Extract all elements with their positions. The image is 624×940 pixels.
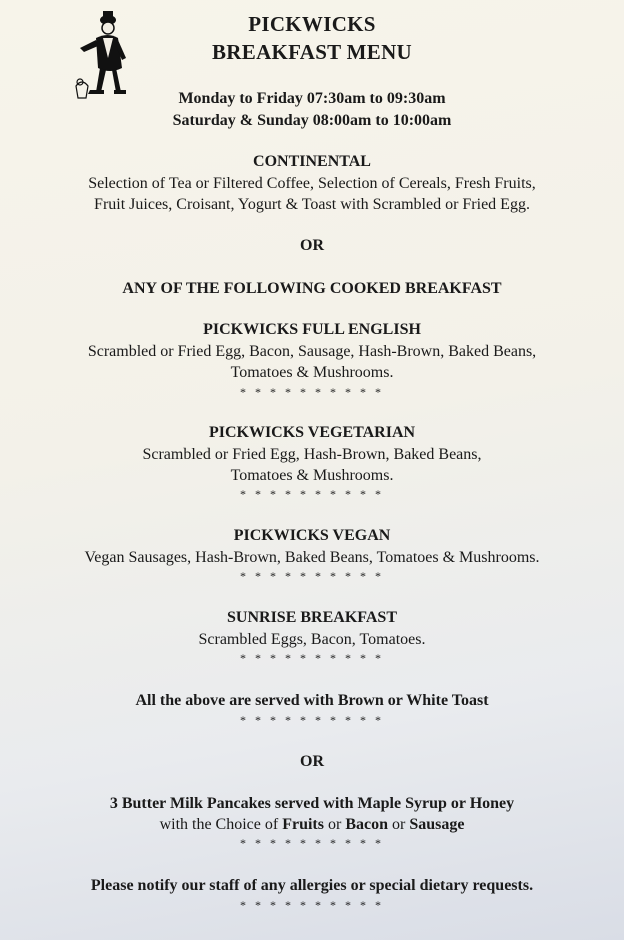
- separator-stars: * * * * * * * * * *: [240, 487, 384, 501]
- hours-weekend: Saturday & Sunday 08:00am to 10:00am: [172, 112, 452, 129]
- separator-stars: * * * * * * * * * *: [240, 713, 384, 727]
- section-vegetarian-line-1: Scrambled or Fried Egg, Hash-Brown, Baked Beans,: [142, 446, 482, 463]
- pancakes-choice-fruits: Fruits: [282, 816, 324, 833]
- section-vegan-heading: PICKWICKS VEGAN: [233, 527, 391, 544]
- separator-stars: * * * * * * * * * *: [240, 898, 384, 912]
- section-continental-heading: CONTINENTAL: [253, 153, 371, 170]
- hours-weekday: Monday to Friday 07:30am to 09:30am: [178, 90, 446, 107]
- section-vegan-line-1: Vegan Sausages, Hash-Brown, Baked Beans, Tomatoes & Mushrooms.: [84, 549, 540, 566]
- pancakes-choice-prefix: with the Choice of: [159, 816, 283, 833]
- section-continental-line-1: Selection of Tea or Filtered Coffee, Selection of Cereals, Fresh Fruits,: [88, 175, 536, 192]
- section-full-english-line-2: Tomatoes & Mushrooms.: [230, 364, 394, 381]
- separator-stars: * * * * * * * * * *: [240, 836, 384, 850]
- section-vegetarian-line-2: Tomatoes & Mushrooms.: [230, 467, 394, 484]
- pancakes-line-2: [0, 816, 624, 834]
- pancakes-choice-sausage: Sausage: [409, 816, 465, 833]
- pancakes-choice-or: or: [387, 816, 410, 833]
- or-divider-2: OR: [300, 753, 324, 770]
- section-vegetarian-heading: PICKWICKS VEGETARIAN: [208, 424, 416, 441]
- section-full-english-heading: PICKWICKS FULL ENGLISH: [203, 321, 421, 338]
- pancakes-choice-or: or: [323, 816, 346, 833]
- separator-stars: * * * * * * * * * *: [240, 569, 384, 583]
- pancakes-choice-bacon: Bacon: [345, 816, 388, 833]
- section-continental-line-2: Fruit Juices, Croisant, Yogurt & Toast with Scrambled or Fried Egg.: [94, 196, 530, 213]
- toast-note: All the above are served with Brown or White Toast: [135, 692, 489, 709]
- cooked-breakfast-heading: ANY OF THE FOLLOWING COOKED BREAKFAST: [122, 280, 502, 297]
- allergy-note: Please notify our staff of any allergies or special dietary requests.: [90, 877, 534, 894]
- separator-stars: * * * * * * * * * *: [240, 385, 384, 399]
- pancakes-line-1: 3 Butter Milk Pancakes served with Maple Syrup or Honey: [109, 795, 515, 812]
- or-divider-1: OR: [300, 237, 324, 254]
- section-sunrise-line-1: Scrambled Eggs, Bacon, Tomatoes.: [198, 631, 426, 648]
- menu-title: BREAKFAST MENU: [211, 40, 413, 64]
- separator-stars: * * * * * * * * * *: [240, 651, 384, 665]
- menu-title-restaurant: PICKWICKS: [248, 12, 376, 36]
- section-full-english-line-1: Scrambled or Fried Egg, Bacon, Sausage, Hash-Brown, Baked Beans,: [87, 343, 537, 360]
- section-sunrise-heading: SUNRISE BREAKFAST: [227, 609, 397, 626]
